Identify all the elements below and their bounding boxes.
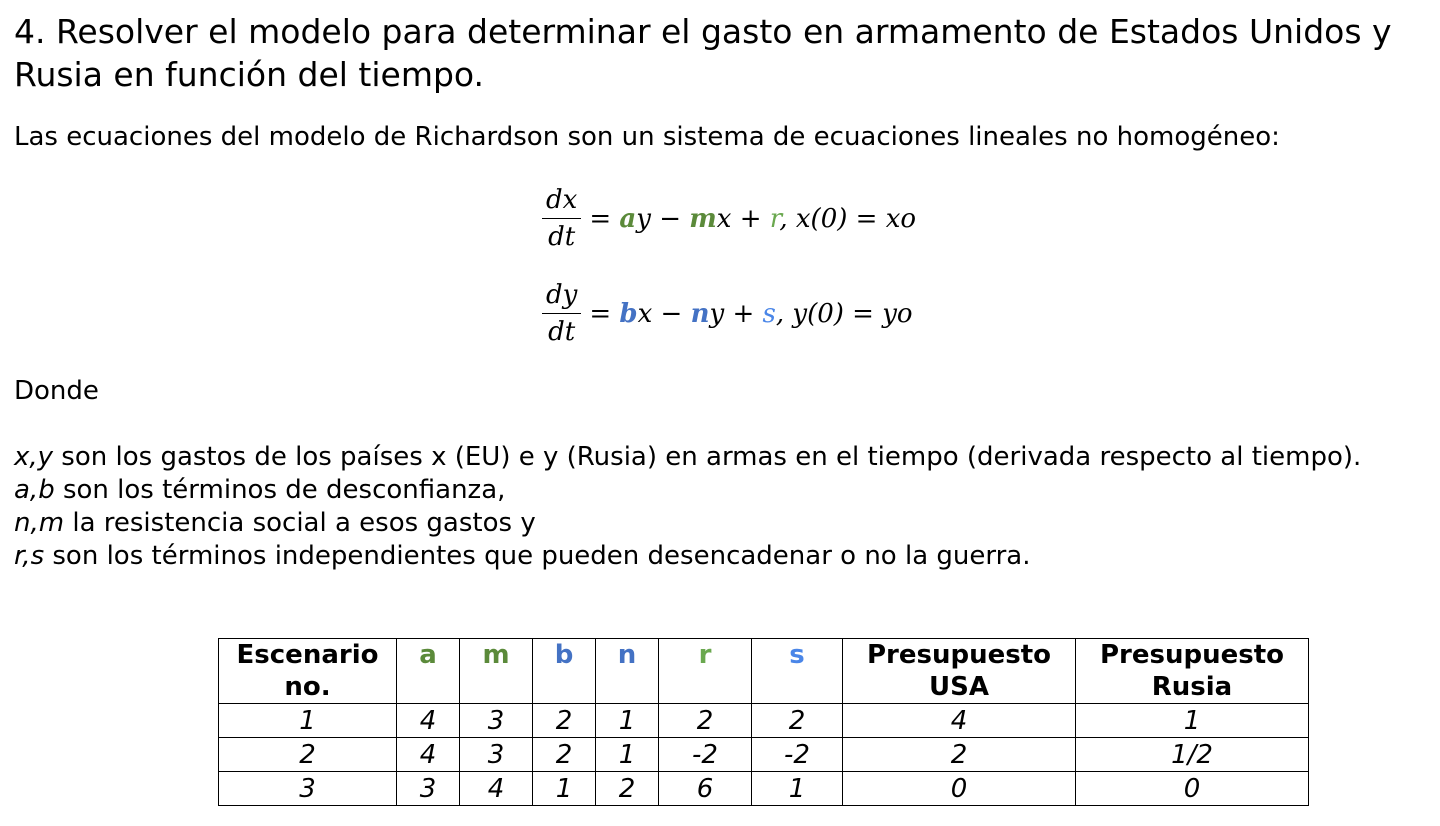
- fraction-denominator: dt: [548, 317, 576, 347]
- equation-dy-dt: [542, 281, 913, 346]
- cell-b: 1: [533, 772, 596, 806]
- equation-rhs: [589, 204, 916, 234]
- definition-vars: n,m: [14, 508, 65, 538]
- fraction-dy-dt: [542, 281, 581, 346]
- cell-presupuesto-usa: 2: [843, 738, 1076, 772]
- definition-vars: r,s: [14, 541, 45, 571]
- plus-sign: +: [724, 298, 763, 329]
- definition-ab: [14, 474, 1424, 507]
- cell-presupuesto-rusia: 1: [1076, 704, 1309, 738]
- cell-escenario: 2: [219, 738, 397, 772]
- definition-text: la resistencia social a esos gastos y: [64, 508, 536, 538]
- donde-label: Donde: [14, 376, 99, 406]
- cell-r: 2: [659, 704, 752, 738]
- table-row: [219, 738, 1309, 772]
- cell-m: 3: [460, 738, 533, 772]
- header-a: a: [397, 639, 460, 704]
- cell-n: 1: [596, 704, 659, 738]
- fraction-numerator: dx: [542, 186, 581, 219]
- cell-b: 2: [533, 704, 596, 738]
- initial-condition-x: , x(0) = xo: [779, 203, 917, 234]
- param-a: a: [619, 203, 637, 234]
- minus-sign: −: [652, 298, 691, 329]
- param-m: m: [689, 203, 717, 234]
- cell-m: 4: [460, 772, 533, 806]
- definition-nm: [14, 507, 1424, 540]
- cell-escenario: 3: [219, 772, 397, 806]
- definition-text: son los gastos de los países x (EU) e y (Rusia) en armas en el tiempo (derivada respecto al tiempo).: [53, 442, 1362, 472]
- cell-m: 3: [460, 704, 533, 738]
- cell-presupuesto-usa: 4: [843, 704, 1076, 738]
- definition-text: son los términos independientes que pueden desencadenar o no la guerra.: [44, 541, 1031, 571]
- cell-a: 3: [397, 772, 460, 806]
- header-b: b: [533, 639, 596, 704]
- var-y: y: [709, 298, 725, 329]
- header-escenario: Escenario no.: [219, 639, 397, 704]
- plus-sign: +: [731, 203, 770, 234]
- cell-a: 4: [397, 738, 460, 772]
- var-x: x: [637, 298, 653, 329]
- cell-presupuesto-rusia: 0: [1076, 772, 1309, 806]
- header-presupuesto-rusia: Presupuesto Rusia: [1076, 639, 1309, 704]
- cell-s: -2: [752, 738, 843, 772]
- cell-b: 2: [533, 738, 596, 772]
- table-row: [219, 772, 1309, 806]
- cell-s: 2: [752, 704, 843, 738]
- equation-dx-dt: [542, 186, 916, 251]
- header-s: s: [752, 639, 843, 704]
- var-x: x: [716, 203, 732, 234]
- definition-vars: x,y: [14, 442, 54, 472]
- minus-sign: −: [650, 203, 690, 234]
- table-header-row: [219, 639, 1309, 704]
- header-m: m: [460, 639, 533, 704]
- fraction-dx-dt: [542, 186, 581, 251]
- param-s: s: [762, 298, 776, 329]
- cell-n: 2: [596, 772, 659, 806]
- header-n: n: [596, 639, 659, 704]
- header-presupuesto-usa: Presupuesto USA: [843, 639, 1076, 704]
- definition-vars: a,b: [14, 475, 55, 505]
- cell-presupuesto-usa: 0: [843, 772, 1076, 806]
- cell-s: 1: [752, 772, 843, 806]
- definitions-list: [14, 441, 1424, 573]
- section-heading: 4. Resolver el modelo para determinar el gasto en armamento de Estados Unidos y Rusia en función del tiempo.: [14, 12, 1392, 94]
- param-r: r: [769, 203, 780, 234]
- equals-sign: =: [589, 203, 620, 234]
- scenario-table: [218, 638, 1309, 806]
- table-row: [219, 704, 1309, 738]
- cell-presupuesto-rusia: 1/2: [1076, 738, 1309, 772]
- cell-escenario: 1: [219, 704, 397, 738]
- cell-a: 4: [397, 704, 460, 738]
- var-y: y: [636, 203, 651, 234]
- param-b: b: [619, 298, 638, 329]
- cell-n: 1: [596, 738, 659, 772]
- definition-text: son los términos de desconfianza,: [54, 475, 506, 505]
- definition-xy: [14, 441, 1424, 474]
- equation-rhs: [589, 299, 912, 329]
- fraction-numerator: dy: [542, 281, 581, 314]
- intro-text: Las ecuaciones del modelo de Richardson son un sistema de ecuaciones lineales no homogéneo:: [14, 122, 1280, 152]
- initial-condition-y: , y(0) = yo: [775, 298, 913, 329]
- definition-rs: [14, 540, 1424, 573]
- equals-sign: =: [589, 298, 620, 329]
- cell-r: 6: [659, 772, 752, 806]
- fraction-denominator: dt: [548, 222, 576, 252]
- param-n: n: [690, 298, 710, 329]
- header-r: r: [659, 639, 752, 704]
- cell-r: -2: [659, 738, 752, 772]
